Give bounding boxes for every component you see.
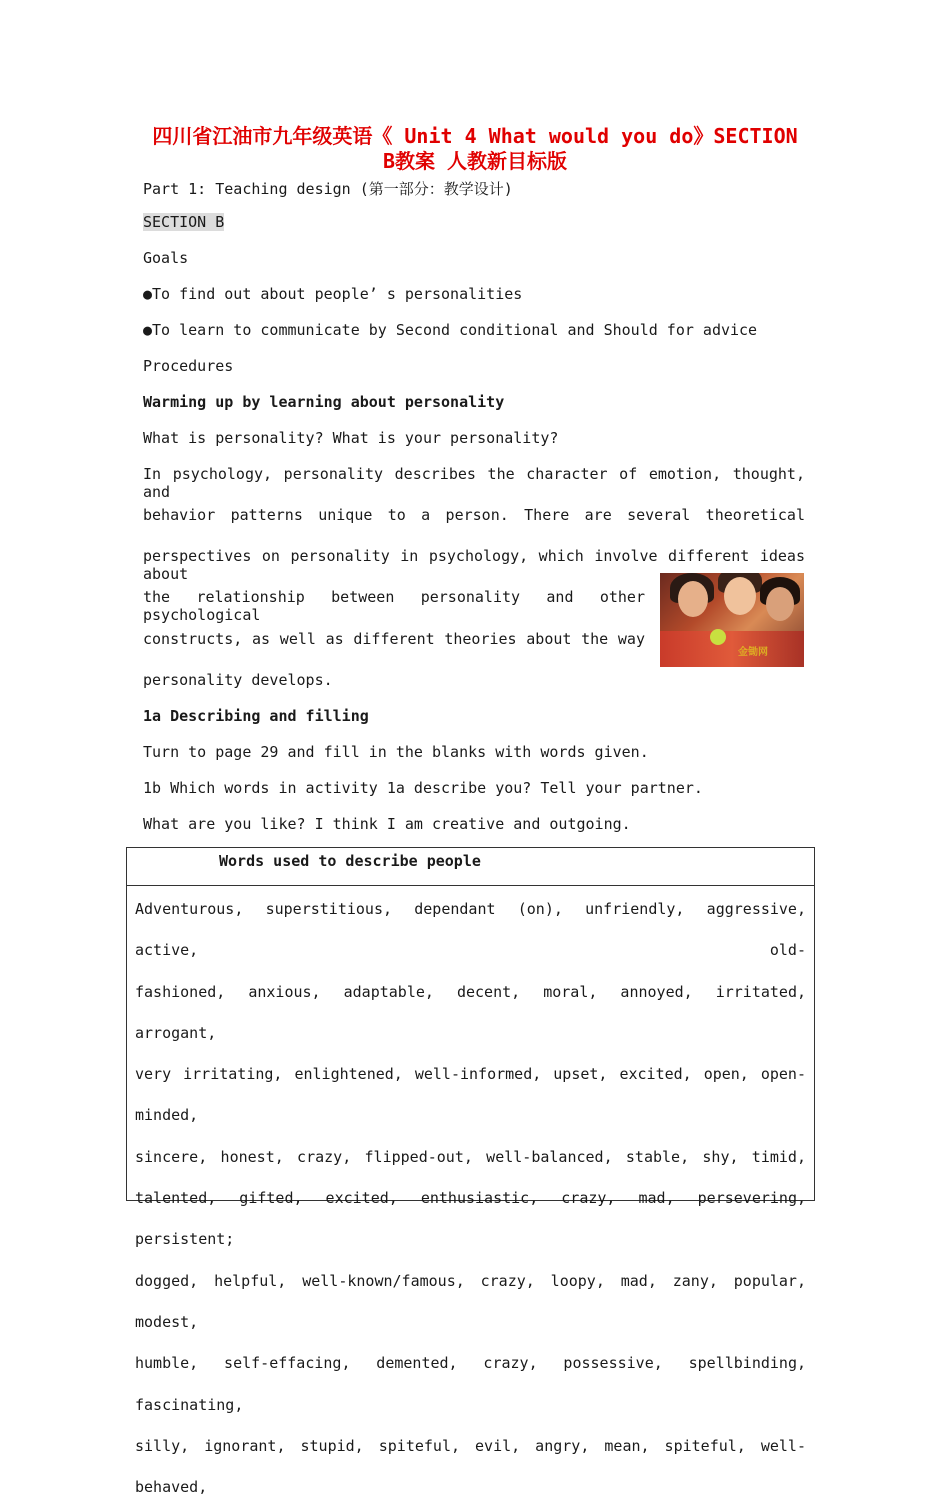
words-line-2: fashioned, anxious, adaptable, decent, moral, annoyed, irritated, arrogant, [135,982,806,1042]
photo-watermark: 金锄网 [738,647,768,658]
words-table [126,847,815,1497]
document-title-line-1: 四川省江油市九年级英语《 Unit 4 What would you do》SECTION [152,124,798,148]
paragraph-line-4: the relationship between personality and other psychological [143,588,645,624]
words-line-3: very irritating, enlightened, well-informed, upset, excited, open, open-minded, [135,1065,806,1125]
goal-item-1: ●To find out about people’ s personalities [143,285,523,303]
goals-heading: Goals [143,249,189,267]
words-line-6: dogged, helpful, well-known/famous, crazy, loopy, mad, zany, popular, modest, [135,1271,806,1331]
activity-1b-instruction: 1b Which words in activity 1a describe you? Tell your partner. [143,779,703,797]
warming-heading: Warming up by learning about personality [143,393,505,411]
words-line-8: silly, ignorant, stupid, spiteful, evil, angry, mean, spiteful, well-behaved, [135,1436,806,1497]
paragraph-line-6: personality develops. [143,671,333,689]
words-line-5: talented, gifted, excited, enthusiastic, crazy, mad, persevering, persistent; [135,1189,806,1249]
document-title-line-2: B教案 人教新目标版 [382,149,568,173]
procedures-heading: Procedures [143,357,234,375]
paragraph-line-1: In psychology, personality describes the character of emotion, thought, and [143,465,805,501]
photo-ball-shape [710,629,726,645]
words-table-header: Words used to describe people [127,848,814,886]
activity-1b-example: What are you like? I think I am creative and outgoing. [143,815,631,833]
photo-face-shape [766,587,794,621]
paragraph-line-3: perspectives on personality in psychology, which involve different ideas about [143,547,805,583]
words-line-7: humble, self-effacing, demented, crazy, possessive, spellbinding, fascinating, [135,1354,806,1414]
girls-photo-image [660,573,804,667]
photo-face-shape [724,577,756,615]
activity-1a-instruction: Turn to page 29 and fill in the blanks with words given. [143,743,649,761]
part-heading: Part 1: Teaching design (第一部分：教学设计) [143,180,513,198]
words-table-cell [135,889,806,1508]
words-line-1: Adventurous, superstitious, dependant (on), unfriendly, aggressive, active, old- [135,900,806,960]
photo-face-shape [678,581,708,617]
goal-item-2: ●To learn to communicate by Second conditional and Should for advice [143,321,758,339]
paragraph-line-5: constructs, as well as different theories about the way [143,630,645,648]
words-line-4: sincere, honest, crazy, flipped-out, well-balanced, stable, shy, timid, [135,1147,806,1166]
photo-shirt-shape [660,631,804,667]
section-label-text: SECTION B [143,213,225,231]
section-label [143,213,224,231]
paragraph-line-2: behavior patterns unique to a person. There are several theoretical [143,506,805,524]
activity-1a-heading: 1a Describing and filling [143,707,369,725]
warming-question: What is personality? What is your personality? [143,429,559,447]
